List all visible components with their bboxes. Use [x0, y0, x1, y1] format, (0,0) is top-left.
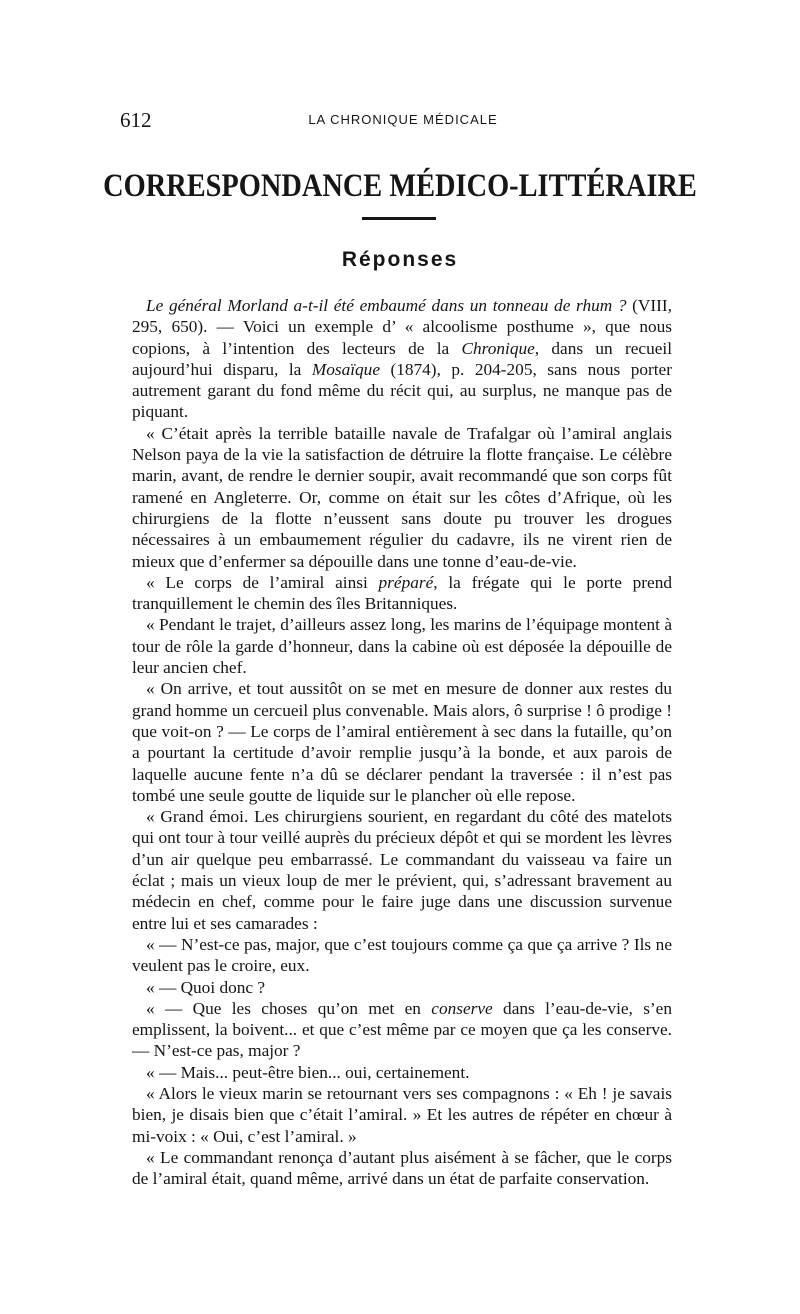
source-name: Mosaïque: [311, 359, 380, 379]
paragraph-4: « Pendant le trajet, d’ailleurs assez long, les marins de l’équipage montent à tour de rôle la garde d’honneur, dans la cabine où est déposée la dépouille de leur ancien chef.: [132, 615, 672, 678]
running-head: LA CHRONIQUE MÉDICALE: [308, 112, 498, 127]
journal-name: Chronique: [461, 338, 535, 358]
paragraph-3: « Le corps de l’amiral ainsi préparé, la frégate qui le porte prend tranquillement le chemin des îles Britanniques.: [132, 572, 672, 614]
article-body: [132, 295, 672, 1189]
paragraph-9: « — Que les choses qu’on met en conserve dans l’eau-de-vie, s’en emplissent, la boivent... et que c’est même par ce moyen que ça les conserve. — N’est-ce pas, major ?: [132, 998, 672, 1061]
page-header: [120, 106, 674, 136]
paragraph-8: « — Quoi donc ?: [146, 977, 266, 997]
paragraph-6: « Grand émoi. Les chirurgiens sourient, en regardant du côté des matelots qui ont tour à tour veillé auprès du précieux dépôt et qui se mordent les lèvres d’un air quelque peu embarrassé. Le commandant du vaisseau va faire un éclat ; mais un vieux loup de mer le prévient, qui, s’adressant bravement au médecin en chef, comme pour le faire juge dans une discussion survenue entre lui et ses camarades :: [132, 807, 672, 933]
subtitle: Réponses: [341, 248, 459, 271]
paragraph-10: « — Mais... peut-être bien... oui, certainement.: [146, 1062, 470, 1082]
page-number: 612: [120, 108, 152, 132]
paragraph-1: Le général Morland a-t-il été embaumé dans un tonneau de rhum ? (VIII, 295, 650). — Voici un exemple d’ « alcoolisme posthume », que nous copions, à l’intention des lecteurs de la Chronique, dans un recueil aujourd’hui disparu, la Mosaïque (1874), p. 204-205, sans nous porter autrement garant du fond même du récit qui, au surplus, ne manque pas de piquant.: [132, 296, 673, 422]
section-title: CORRESPONDANCE MÉDICO-LITTÉRAIRE: [103, 168, 697, 204]
paragraph-12: « Le commandant renonça d’autant plus aisément à se fâcher, que le corps de l’amiral était, quand même, arrivé dans un état de parfaite conservation.: [132, 1147, 672, 1189]
paragraph-11: « Alors le vieux marin se retournant vers ses compagnons : « Eh ! je savais bien, je disais bien que c’était l’amiral. » Et les autres de répéter en chœur à mi-voix : « Oui, c’est l’amiral. »: [132, 1083, 672, 1146]
question-title: Le général Morland a-t-il été embaumé dans un tonneau de rhum ?: [146, 296, 627, 315]
paragraph-7: « — N’est-ce pas, major, que c’est toujours comme ça que ça arrive ? Ils ne veulent pas le croire, eux.: [132, 934, 672, 976]
paragraph-5: « On arrive, et tout aussitôt on se met en mesure de donner aux restes du grand homme un cercueil plus convenable. Mais alors, ô surprise ! ô prodige ! que voit-on ? — Le corps de l’amiral entièrement à sec dans la futaille, qu’on a pourtant la certitude d’avoir remplie jusqu’à la bonde, et aux parois de laquelle aucune fente n’a dû se déclarer pendant la traversée : il n’est pas tombé une seule goutte de liquide sur le plancher où elle repose.: [132, 679, 672, 805]
paragraph-2: « C’était après la terrible bataille navale de Trafalgar où l’amiral anglais Nelson paya de la vie la satisfaction de détruire la flotte française. Le célèbre marin, avant, de rendre le dernier soupir, avait recommandé que son corps fût ramené en Angleterre. Or, comme on était sur les côtes d’Afrique, où les chirurgiens de la flotte n’eussent sans doute pu trouver les drogues nécessaires à un embaumement régulier du cadavre, ils ne virent rien de mieux que d’enfermer sa dépouille dans une tonne d’eau-de-vie.: [132, 423, 672, 571]
title-rule: [362, 217, 436, 220]
